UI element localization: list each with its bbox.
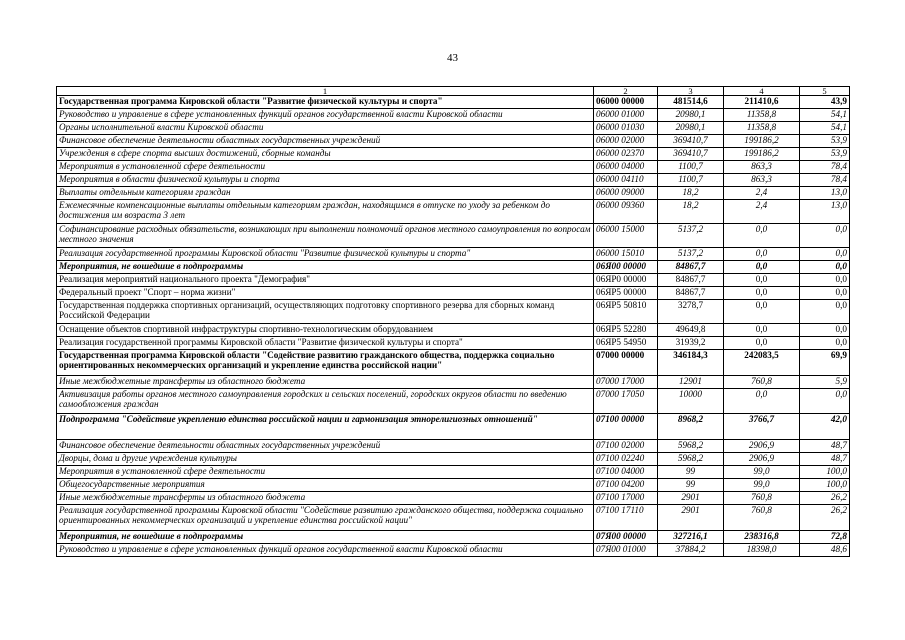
- execution-percent-cell: 72,8: [800, 531, 850, 544]
- table-row: [57, 96, 850, 109]
- table-row: [57, 174, 850, 187]
- actual-amount-cell: 760,8: [724, 492, 800, 505]
- execution-percent-cell: 54,1: [800, 122, 850, 135]
- planned-amount-cell: 99: [658, 479, 724, 492]
- execution-percent-cell: 53,9: [800, 148, 850, 161]
- actual-amount-cell: 242083,5: [724, 350, 800, 376]
- actual-amount-cell: 11358,8: [724, 122, 800, 135]
- execution-percent-cell: 13,0: [800, 187, 850, 200]
- expenditure-name-cell: Органы исполнительной власти Кировской области: [57, 122, 594, 135]
- target-code-cell: 06000 04000: [594, 161, 658, 174]
- execution-percent-cell: 0,0: [800, 224, 850, 248]
- target-code-cell: 06000 01000: [594, 109, 658, 122]
- actual-amount-cell: 0,0: [724, 287, 800, 300]
- expenditure-name-cell: Мероприятия в установленной сфере деятельности: [57, 466, 594, 479]
- actual-amount-cell: 0,0: [724, 261, 800, 274]
- header-cell: 1: [57, 87, 594, 96]
- planned-amount-cell: 346184,3: [658, 350, 724, 376]
- actual-amount-cell: 0,0: [724, 224, 800, 248]
- execution-percent-cell: 0,0: [800, 389, 850, 414]
- table-row: [57, 376, 850, 389]
- execution-percent-cell: 53,9: [800, 135, 850, 148]
- execution-percent-cell: 48,7: [800, 453, 850, 466]
- page-number: 43: [447, 52, 458, 64]
- expenditure-name-cell: Реализация государственной программы Кировской области "Развитие физической культуры и спорта": [57, 248, 594, 261]
- actual-amount-cell: 2906,9: [724, 453, 800, 466]
- actual-amount-cell: 238316,8: [724, 531, 800, 544]
- target-code-cell: 06ЯР5 54950: [594, 337, 658, 350]
- target-code-cell: 07000 17000: [594, 376, 658, 389]
- planned-amount-cell: 327216,1: [658, 531, 724, 544]
- planned-amount-cell: 20980,1: [658, 122, 724, 135]
- planned-amount-cell: 18,2: [658, 200, 724, 224]
- actual-amount-cell: 211410,6: [724, 96, 800, 109]
- expenditure-name-cell: Финансовое обеспечение деятельности областных государственных учреждений: [57, 135, 594, 148]
- table-row: [57, 224, 850, 248]
- expenditure-name-cell: Государственная программа Кировской области "Содействие развитию гражданского общества, поддержка социально ориентированных некоммерческих организаций и укрепление единства российской нации": [57, 350, 594, 376]
- planned-amount-cell: 49649,8: [658, 324, 724, 337]
- expenditure-name-cell: Учреждения в сфере спорта высших достижений, сборные команды: [57, 148, 594, 161]
- planned-amount-cell: 5137,2: [658, 224, 724, 248]
- expenditure-name-cell: Реализация государственной программы Кировской области "Развитие физической культуры и спорта": [57, 337, 594, 350]
- target-code-cell: 06000 04110: [594, 174, 658, 187]
- planned-amount-cell: 481514,6: [658, 96, 724, 109]
- table-row: [57, 492, 850, 505]
- table-row: [57, 337, 850, 350]
- planned-amount-cell: 1100,7: [658, 174, 724, 187]
- expenditure-name-cell: Мероприятия, не вошедшие в подпрограммы: [57, 531, 594, 544]
- expenditure-name-cell: Оснащение объектов спортивной инфраструктуры спортивно-технологическим оборудованием: [57, 324, 594, 337]
- target-code-cell: 07100 02000: [594, 440, 658, 453]
- table-row: [57, 350, 850, 376]
- header-cell: 5: [800, 87, 850, 96]
- table-row: [57, 274, 850, 287]
- expenditure-name-cell: Мероприятия в установленной сфере деятельности: [57, 161, 594, 174]
- planned-amount-cell: 31939,2: [658, 337, 724, 350]
- execution-percent-cell: 78,4: [800, 174, 850, 187]
- execution-percent-cell: 100,0: [800, 466, 850, 479]
- actual-amount-cell: 0,0: [724, 337, 800, 350]
- target-code-cell: 07Я00 01000: [594, 544, 658, 557]
- target-code-cell: 07Я00 00000: [594, 531, 658, 544]
- planned-amount-cell: 8968,2: [658, 414, 724, 440]
- execution-percent-cell: 48,7: [800, 440, 850, 453]
- expenditure-name-cell: Общегосударственные мероприятия: [57, 479, 594, 492]
- planned-amount-cell: 369410,7: [658, 135, 724, 148]
- expenditure-name-cell: Активизация работы органов местного самоуправления городских и сельских поселений, городских округов области по введению самообложения граждан: [57, 389, 594, 414]
- actual-amount-cell: 0,0: [724, 389, 800, 414]
- table-row: [57, 466, 850, 479]
- target-code-cell: 06000 15010: [594, 248, 658, 261]
- execution-percent-cell: 26,2: [800, 492, 850, 505]
- actual-amount-cell: 199186,2: [724, 135, 800, 148]
- actual-amount-cell: 760,8: [724, 505, 800, 531]
- actual-amount-cell: 760,8: [724, 376, 800, 389]
- expenditure-name-cell: Иные межбюджетные трансферты из областного бюджета: [57, 492, 594, 505]
- execution-percent-cell: 26,2: [800, 505, 850, 531]
- actual-amount-cell: 2,4: [724, 187, 800, 200]
- table-row: [57, 531, 850, 544]
- planned-amount-cell: 2901: [658, 492, 724, 505]
- expenditure-name-cell: Софинансирование расходных обязательств, возникающих при выполнении полномочий органов местного самоуправления по вопросам местного значения: [57, 224, 594, 248]
- table-row: [57, 287, 850, 300]
- execution-percent-cell: 78,4: [800, 161, 850, 174]
- header-cell: 4: [724, 87, 800, 96]
- header-cell: 2: [594, 87, 658, 96]
- execution-percent-cell: 0,0: [800, 324, 850, 337]
- expenditure-name-cell: Руководство и управление в сфере установленных функций органов государственной власти Кировской области: [57, 544, 594, 557]
- planned-amount-cell: 2901: [658, 505, 724, 531]
- target-code-cell: 07100 02240: [594, 453, 658, 466]
- actual-amount-cell: 11358,8: [724, 109, 800, 122]
- expenditure-name-cell: Выплаты отдельным категориям граждан: [57, 187, 594, 200]
- planned-amount-cell: 5137,2: [658, 248, 724, 261]
- expenditure-name-cell: Реализация государственной программы Кировской области "Содействие развитию гражданского общества, поддержка социально ориентированных некоммерческих организаций и укрепление единства российской нации": [57, 505, 594, 531]
- target-code-cell: 06ЯР5 50810: [594, 300, 658, 324]
- planned-amount-cell: 1100,7: [658, 161, 724, 174]
- execution-percent-cell: 0,0: [800, 300, 850, 324]
- execution-percent-cell: 69,9: [800, 350, 850, 376]
- planned-amount-cell: 12901: [658, 376, 724, 389]
- planned-amount-cell: 5968,2: [658, 440, 724, 453]
- execution-percent-cell: 0,0: [800, 337, 850, 350]
- expenditure-name-cell: Государственная поддержка спортивных организаций, осуществляющих подготовку спортивного резерва для сборных команд Российской Федерации: [57, 300, 594, 324]
- execution-percent-cell: 100,0: [800, 479, 850, 492]
- planned-amount-cell: 18,2: [658, 187, 724, 200]
- table-row: [57, 505, 850, 531]
- execution-percent-cell: 43,9: [800, 96, 850, 109]
- table-row: [57, 122, 850, 135]
- target-code-cell: 07100 00000: [594, 414, 658, 440]
- actual-amount-cell: 0,0: [724, 324, 800, 337]
- target-code-cell: 06000 02000: [594, 135, 658, 148]
- target-code-cell: 07100 04000: [594, 466, 658, 479]
- planned-amount-cell: 84867,7: [658, 287, 724, 300]
- actual-amount-cell: 199186,2: [724, 148, 800, 161]
- planned-amount-cell: 84867,7: [658, 261, 724, 274]
- target-code-cell: 06ЯР5 00000: [594, 287, 658, 300]
- target-code-cell: 06000 09360: [594, 200, 658, 224]
- table-row: [57, 440, 850, 453]
- table-row: [57, 300, 850, 324]
- expenditure-name-cell: Ежемесячные компенсационные выплаты отдельным категориям граждан, находящимся в отпуске по уходу за ребенком до достижения им возраста 3 лет: [57, 200, 594, 224]
- expenditure-name-cell: Государственная программа Кировской области "Развитие физической культуры и спорта": [57, 96, 594, 109]
- target-code-cell: 06000 01030: [594, 122, 658, 135]
- execution-percent-cell: 0,0: [800, 287, 850, 300]
- planned-amount-cell: 3278,7: [658, 300, 724, 324]
- expenditure-name-cell: Руководство и управление в сфере установленных функций органов государственной власти Кировской области: [57, 109, 594, 122]
- table-row: [57, 135, 850, 148]
- table-row: [57, 414, 850, 440]
- execution-percent-cell: 54,1: [800, 109, 850, 122]
- target-code-cell: 06000 15000: [594, 224, 658, 248]
- target-code-cell: 06000 02370: [594, 148, 658, 161]
- actual-amount-cell: 2,4: [724, 200, 800, 224]
- table-row: [57, 389, 850, 414]
- planned-amount-cell: 37884,2: [658, 544, 724, 557]
- actual-amount-cell: 863,3: [724, 161, 800, 174]
- target-code-cell: 06000 00000: [594, 96, 658, 109]
- table-row: [57, 324, 850, 337]
- planned-amount-cell: 84867,7: [658, 274, 724, 287]
- actual-amount-cell: 99,0: [724, 479, 800, 492]
- target-code-cell: 07000 17050: [594, 389, 658, 414]
- planned-amount-cell: 20980,1: [658, 109, 724, 122]
- execution-percent-cell: 5,9: [800, 376, 850, 389]
- expenditure-name-cell: Финансовое обеспечение деятельности областных государственных учреждений: [57, 440, 594, 453]
- execution-percent-cell: 0,0: [800, 248, 850, 261]
- expenditure-name-cell: Иные межбюджетные трансферты из областного бюджета: [57, 376, 594, 389]
- actual-amount-cell: 0,0: [724, 274, 800, 287]
- actual-amount-cell: 3766,7: [724, 414, 800, 440]
- target-code-cell: 07100 17000: [594, 492, 658, 505]
- header-cell: 3: [658, 87, 724, 96]
- target-code-cell: 07000 00000: [594, 350, 658, 376]
- planned-amount-cell: 99: [658, 466, 724, 479]
- execution-percent-cell: 13,0: [800, 200, 850, 224]
- actual-amount-cell: 0,0: [724, 300, 800, 324]
- expenditure-name-cell: Мероприятия в области физической культуры и спорта: [57, 174, 594, 187]
- table-row: [57, 261, 850, 274]
- actual-amount-cell: 0,0: [724, 248, 800, 261]
- expenditure-name-cell: Мероприятия, не вошедшие в подпрограммы: [57, 261, 594, 274]
- table-row: [57, 148, 850, 161]
- actual-amount-cell: 863,3: [724, 174, 800, 187]
- table-row: [57, 479, 850, 492]
- planned-amount-cell: 10000: [658, 389, 724, 414]
- execution-percent-cell: 42,0: [800, 414, 850, 440]
- expenditure-name-cell: Реализация мероприятий национального проекта "Демография": [57, 274, 594, 287]
- target-code-cell: 06ЯР0 00000: [594, 274, 658, 287]
- table-row: [57, 109, 850, 122]
- actual-amount-cell: 2906,9: [724, 440, 800, 453]
- budget-execution-table: [56, 86, 850, 557]
- target-code-cell: 07100 17110: [594, 505, 658, 531]
- table-row: [57, 248, 850, 261]
- expenditure-name-cell: Подпрограмма "Содействие укреплению единства российской нации и гармонизация этнорелигиозных отношений": [57, 414, 594, 440]
- actual-amount-cell: 18398,0: [724, 544, 800, 557]
- table-row: [57, 187, 850, 200]
- table-row: [57, 161, 850, 174]
- table-row: [57, 544, 850, 557]
- planned-amount-cell: 369410,7: [658, 148, 724, 161]
- expenditure-name-cell: Дворцы, дома и другие учреждения культуры: [57, 453, 594, 466]
- actual-amount-cell: 99,0: [724, 466, 800, 479]
- expenditure-name-cell: Федеральный проект "Спорт – норма жизни": [57, 287, 594, 300]
- table-row: [57, 200, 850, 224]
- execution-percent-cell: 0,0: [800, 274, 850, 287]
- execution-percent-cell: 48,6: [800, 544, 850, 557]
- target-code-cell: 06Я00 00000: [594, 261, 658, 274]
- target-code-cell: 06000 09000: [594, 187, 658, 200]
- table-row: [57, 453, 850, 466]
- target-code-cell: 06ЯР5 52280: [594, 324, 658, 337]
- planned-amount-cell: 5968,2: [658, 453, 724, 466]
- target-code-cell: 07100 04200: [594, 479, 658, 492]
- execution-percent-cell: 0,0: [800, 261, 850, 274]
- column-number-row: [57, 87, 850, 96]
